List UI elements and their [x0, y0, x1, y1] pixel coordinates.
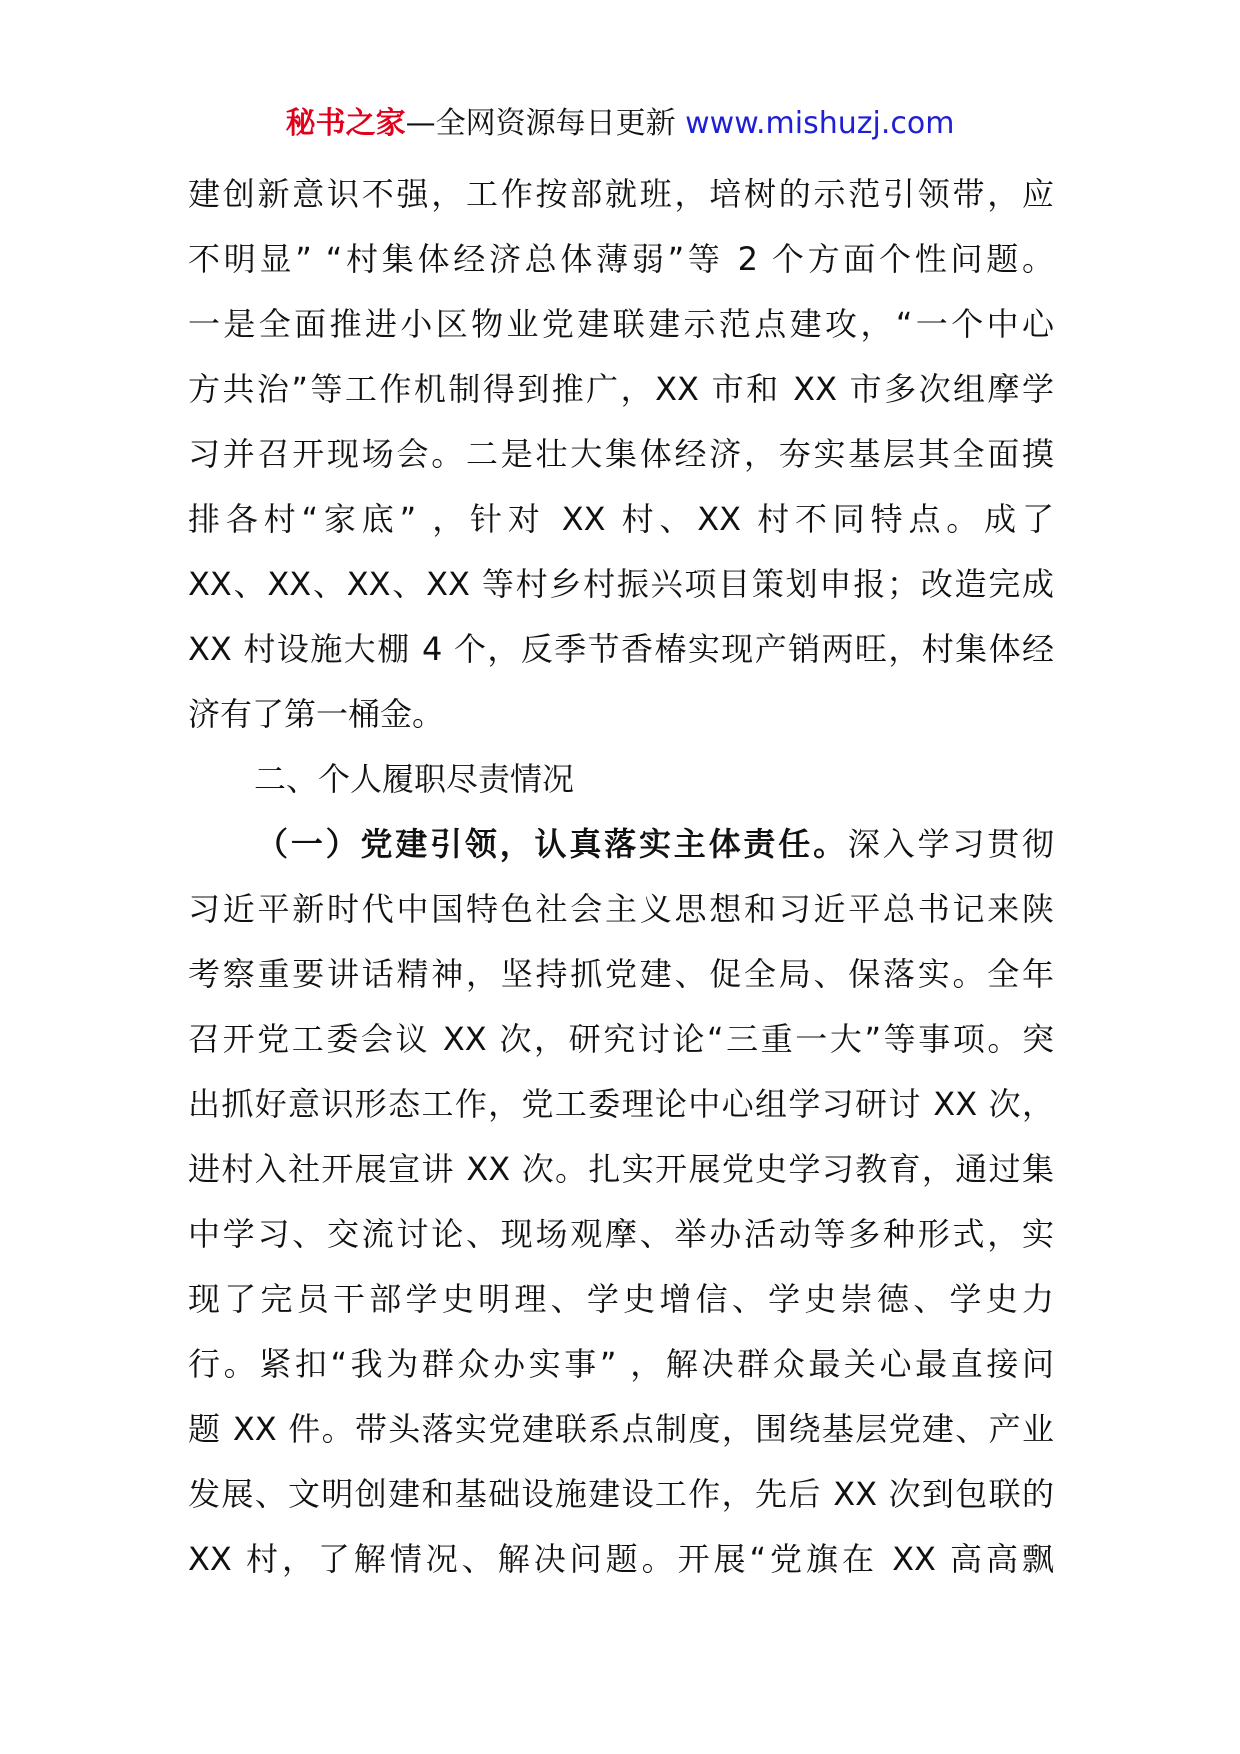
body-line: 考察重要讲话精神，坚持抓党建、促全局、保落实。全年	[188, 955, 1054, 993]
body-line: 方共治”等工作机制得到推广，XX 市和 XX 市多次组摩学	[188, 370, 1054, 408]
subsection-heading: （一）党建引领，认真落实主体责任。	[256, 825, 848, 863]
subsection-first-line	[188, 812, 1054, 877]
body-line: 排各村“家底” ，针对 XX 村、XX 村不同特点。成了	[188, 500, 1054, 538]
body-line: 习近平新时代中国特色社会主义思想和习近平总书记来陕	[188, 890, 1054, 928]
body-line: 建创新意识不强，工作按部就班，培树的示范引领带，应	[188, 175, 1054, 213]
header-tagline: —全网资源每日更新	[405, 106, 686, 141]
page-header	[0, 104, 1240, 144]
body-line: 不明显” “村集体经济总体薄弱”等 2 个方面个性问题。	[188, 240, 1054, 278]
header-url-link[interactable]: www.mishuzj.com	[685, 106, 955, 141]
body-line: 出抓好意识形态工作，党工委理论中心组学习研讨 XX 次，	[188, 1085, 1054, 1123]
body-line: XX、XX、XX、XX 等村乡村振兴项目策划申报；改造完成	[188, 565, 1054, 603]
section-heading: 二、个人履职尽责情况	[254, 760, 575, 798]
body-line: 召开党工委会议 XX 次，研究讨论“三重一大”等事项。突	[188, 1020, 1054, 1058]
body-line: 发展、文明创建和基础设施建设工作，先后 XX 次到包联的	[188, 1475, 1054, 1513]
body-line: 进村入社开展宣讲 XX 次。扎实开展党史学习教育，通过集	[188, 1150, 1054, 1188]
subsection-text: 深入学习贯彻	[847, 825, 1054, 863]
brand-name: 秘书之家	[285, 106, 406, 141]
body-line: 行。紧扣“我为群众办实事” ，解决群众最关心最直接问	[188, 1345, 1054, 1383]
document-body	[188, 162, 1054, 1592]
body-line-last: 济有了第一桶金。	[188, 695, 445, 733]
body-line: XX 村设施大棚 4 个，反季节香椿实现产销两旺，村集体经	[188, 630, 1054, 668]
body-line: XX 村，了解情况、解决问题。开展“党旗在 XX 高高飘	[188, 1540, 1054, 1578]
body-line: 一是全面推进小区物业党建联建示范点建攻，“一个中心	[188, 305, 1054, 343]
body-line: 题 XX 件。带头落实党建联系点制度，围绕基层党建、产业	[188, 1410, 1054, 1448]
body-line: 现了完员干部学史明理、学史增信、学史崇德、学史力	[188, 1280, 1054, 1318]
body-line: 中学习、交流讨论、现场观摩、举办活动等多种形式，实	[188, 1215, 1054, 1253]
body-line: 习并召开现场会。二是壮大集体经济，夯实基层其全面摸	[188, 435, 1054, 473]
